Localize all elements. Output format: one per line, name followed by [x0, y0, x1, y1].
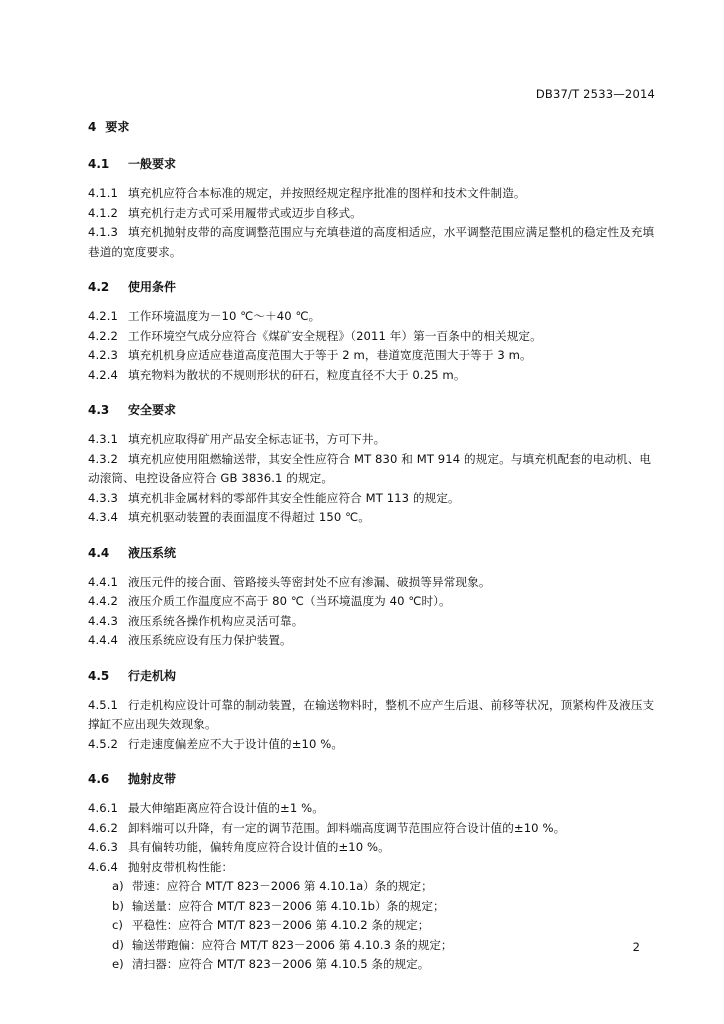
clause [88, 204, 658, 224]
clause-text: 填充机抛射皮带的高度调整范围应与充填巷道的高度相适应，水平调整范围应满足整机的稳定性及充填巷道的宽度要求。 [88, 225, 655, 259]
section-title: 安全要求 [128, 403, 177, 417]
clause [88, 184, 658, 204]
list-item-label: d) [112, 937, 124, 952]
clause [88, 346, 658, 366]
clause-text: 填充机应取得矿用产品安全标志证书，方可下井。 [128, 432, 386, 446]
clause-number: 4.2.2 [88, 328, 118, 343]
clause [88, 819, 658, 839]
section-number: 4.2 [88, 280, 110, 294]
section-title: 液压系统 [128, 545, 177, 560]
chapter-title: 要求 [105, 120, 130, 134]
clause-text: 具有偏转功能，偏转角度应符合设计值的±10 %。 [128, 840, 390, 854]
clause-text: 工作环境空气成分应符合《煤矿安全规程》（2011 年）第一百条中的相关规定。 [128, 328, 542, 343]
list-item-text: 输送量：应符合 MT/T 823－2006 第 4.10.1b）条的规定； [132, 898, 445, 913]
list-item [88, 955, 658, 975]
clause [88, 223, 658, 262]
clause-number: 4.6.4 [88, 859, 118, 874]
clause-text: 填充机行走方式可采用履带式或迈步自移式。 [128, 205, 362, 220]
section-heading [88, 278, 658, 295]
clause [88, 696, 658, 735]
clause-number: 4.3.3 [88, 490, 118, 505]
clause-number: 4.6.1 [88, 801, 118, 815]
clause [88, 366, 658, 386]
clause-text: 液压介质工作温度应不高于 80 ℃（当环境温度为 40 ℃时）。 [128, 594, 451, 608]
page-number: 2 [632, 940, 640, 954]
section-number: 4.5 [88, 668, 110, 683]
clause-number: 4.3.2 [88, 451, 118, 466]
clause [88, 430, 658, 450]
clause [88, 489, 658, 509]
clause-number: 4.3.4 [88, 510, 118, 524]
clause-text: 最大伸缩距离应符合设计值的±1 %。 [128, 801, 324, 815]
section-title: 抛射皮带 [128, 772, 177, 786]
clause-number: 4.1.3 [88, 225, 118, 239]
clause-text: 填充物料为散状的不规则形状的矸石，粒度直径不大于 0.25 m。 [128, 367, 466, 382]
list-item [88, 916, 658, 936]
list-item-text: 清扫器：应符合 MT/T 823－2006 第 4.10.5 条的规定。 [132, 957, 430, 971]
clause-text: 液压系统各操作机构应灵活可靠。 [128, 613, 304, 628]
section-number: 4.1 [88, 157, 110, 171]
list-item-label: c) [112, 918, 123, 932]
clause-number: 4.2.3 [88, 348, 118, 362]
clause [88, 735, 658, 755]
section-number: 4.4 [88, 545, 110, 560]
clause [88, 838, 658, 858]
section-heading [88, 155, 658, 172]
clause-number: 4.4.4 [88, 633, 118, 647]
clause-text: 行走机构应设计可靠的制动装置，在输送物料时，整机不应产生后退、前移等状况，顶紧构件及液压支撑缸不应出现失效现象。 [88, 697, 655, 731]
clause-number: 4.5.2 [88, 736, 118, 751]
clause [88, 858, 658, 878]
list-item-text: 平稳性：应符合 MT/T 823－2006 第 4.10.2 条的规定； [132, 918, 430, 932]
list-item [88, 936, 658, 956]
chapter-number: 4 [88, 120, 97, 134]
clause-number: 4.1.2 [88, 205, 118, 220]
clause [88, 799, 658, 819]
clause [88, 612, 658, 632]
clause [88, 327, 658, 347]
clause-text: 液压系统应设有压力保护装置。 [128, 633, 292, 647]
clause-number: 4.6.2 [88, 820, 118, 835]
clause-number: 4.4.1 [88, 574, 118, 589]
clause [88, 307, 658, 327]
clause-text: 填充机应符合本标准的规定，并按照经规定程序批准的图样和技术文件制造。 [128, 186, 526, 200]
clause-text: 填充机机身应适应巷道高度范围大于等于 2 m，巷道宽度范围大于等于 3 m。 [128, 348, 532, 362]
clause-number: 4.2.1 [88, 309, 118, 323]
clause-text: 液压元件的接合面、管路接头等密封处不应有渗漏、破损等异常现象。 [128, 574, 491, 589]
clause-number: 4.5.1 [88, 697, 118, 712]
clause-text: 卸料端可以升降，有一定的调节范围。卸料端高度调节范围应符合设计值的±10 %。 [128, 820, 566, 835]
standard-code: DB37/T 2533—2014 [535, 87, 655, 101]
clause-number: 4.3.1 [88, 432, 118, 446]
clause-number: 4.2.4 [88, 367, 118, 382]
list-item-label: e) [112, 957, 124, 971]
section-number: 4.6 [88, 772, 110, 786]
document-body [88, 118, 658, 975]
section-title: 使用条件 [128, 280, 177, 294]
section-title: 一般要求 [128, 157, 177, 171]
section-heading [88, 770, 658, 787]
section-title: 行走机构 [128, 668, 177, 683]
clause-text: 填充机驱动装置的表面温度不得超过 150 ℃。 [128, 510, 370, 524]
section-heading [88, 401, 658, 418]
clause-number: 4.6.3 [88, 840, 118, 854]
clause [88, 508, 658, 528]
list-item-label: b) [112, 898, 124, 913]
clause-text: 抛射皮带机构性能： [128, 859, 234, 874]
list-item [88, 897, 658, 917]
list-item-text: 输送带跑偏：应符合 MT/T 823－2006 第 4.10.3 条的规定； [132, 937, 453, 952]
list-item-text: 带速：应符合 MT/T 823－2006 第 4.10.1a）条的规定； [132, 879, 433, 893]
clause-text: 工作环境温度为－10 ℃～＋40 ℃。 [128, 309, 321, 323]
clause [88, 450, 658, 489]
section-heading [88, 667, 658, 684]
clause [88, 631, 658, 651]
clause-number: 4.1.1 [88, 186, 118, 200]
section-heading [88, 544, 658, 561]
list-item-label: a) [112, 879, 124, 893]
list-item [88, 877, 658, 897]
clause-text: 行走速度偏差应不大于设计值的±10 %。 [128, 736, 344, 751]
clause-number: 4.4.3 [88, 613, 118, 628]
clause-text: 填充机应使用阻燃输送带，其安全性应符合 MT 830 和 MT 914 的规定。与填充机配套的电动机、电动滚筒、电控设备应符合 GB 3836.1 的规定。 [88, 451, 652, 485]
section-number: 4.3 [88, 403, 110, 417]
clause-number: 4.4.2 [88, 594, 118, 608]
clause [88, 592, 658, 612]
chapter-heading [88, 118, 658, 135]
clause-text: 填充机非金属材料的零部件其安全性能应符合 MT 113 的规定。 [128, 490, 460, 505]
clause [88, 573, 658, 593]
